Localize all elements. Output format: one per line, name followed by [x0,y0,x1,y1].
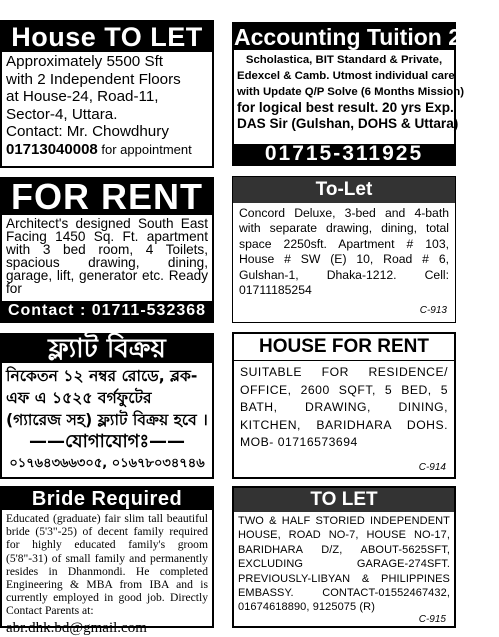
ad-line: for logical best result. 20 yrs Exp. [237,100,454,115]
ad-phone-line [6,141,208,159]
ad-accounting-tuition [232,22,499,166]
ad-line: Scholastica, BIT Standard & Private, [245,54,443,66]
ad-phone: 01715-311925 [234,144,454,164]
ad-body [2,363,212,477]
ad-to-let-baridhara [232,486,456,628]
ad-line: Contact: Mr. Chowdhury [6,123,169,141]
ad-body [2,52,212,160]
ad-body: Educated (graduate) fair slim tall beautiful bride (5'3"-25) of decent family required for highly educated family's groom (5'8"-31) of small family and permanently resides in Dhanmondi. He completed Engineering & MBA from IBA and is currently employed in good job. Directly Contact Parents at: [6,512,208,618]
ad-for-rent [0,177,214,323]
ad-to-let-concord [232,176,456,323]
ad-line: Approximately 5500 Sft [6,53,164,70]
ad-code: C-914 [418,462,446,473]
ad-body: Concord Deluxe, 3-bed and 4-bath with separate drawing, dining, total space 2250sft. Apartment # 103, House # SW (E) 10, Road # 6, Gulshan-1, Dhaka-1212. Cell: 01711185254 [239,206,449,298]
ad-phone-suffix: for appointment [101,141,192,157]
ad-body: Architect's designed South East Facing 1450 Sq. Ft. apartment with 3 bed room, 4 Toilets, spacious drawing, dining, garage, lift, generator etc. Ready for [6,216,208,296]
ad-title: Bride Required [2,488,212,510]
ad-contact-title: ——যোগাযোগঃ—— [28,431,186,452]
ad-phones: ০১৭৬৪৩৬৬৩০৫, ০১৬৭৮০৩৪৭৪৬ [9,456,205,471]
ad-bride-required [0,486,214,636]
ad-line: with Update Q/P Solve (6 Months Mission) [237,86,464,98]
ad-house-for-rent [232,332,456,479]
ad-contact: Contact : 01711-532368 [2,301,212,321]
ad-code: C-913 [419,305,447,316]
ad-text: নিকেতন ১২ নম্বর রোডে, ব্লক-এফ এ ১৫২৫ বর্গফুটের (গ্যারেজ সহ) ফ্ল্যাট বিক্রয় হবে । [6,367,208,429]
ad-title: House TO LET [2,22,212,52]
ad-body: TWO & HALF STORIED INDEPENDENT HOUSE, ROAD NO-7, HOUSE NO-17, BARIDHARA D/Z, ABOUT-5625SFT, EXCLUDING GARAGE-274SFT. PREVIOUSLY-LIBYAN & PHILIPPINES EMBASSY. CONTACT-01552467432, 01674618890, 9125075 (R) [238,515,450,614]
ad-title: ফ্ল্যাট বিক্রয় [2,335,212,363]
ad-body: SUITABLE FOR RESIDENCE/ OFFICE, 2600 SQFT, 5 BED, 5 BATH, DRAWING, DINING, KITCHEN, BARIDHARA DOHS. MOB- 01716573694 [240,365,448,450]
ad-line: with 2 Independent Floors [6,70,181,88]
ad-line: at House-24, Road-11, [6,88,159,106]
ad-flat-sale [0,333,214,479]
ad-line: DAS Sir (Gulshan, DOHS & Uttara) [237,116,459,131]
ad-code: C-915 [418,614,446,625]
ad-email: abr.dhk.bd@gmail.com [6,619,147,636]
ad-title: To-Let [233,177,455,203]
ad-line: Edexcel & Camb. Utmost individual care [237,70,455,82]
ad-house-to-let [0,20,214,168]
ad-line: Sector-4, Uttara. [6,105,118,123]
ad-title: TO LET [234,488,454,512]
ad-title: Accounting Tuition 2015 [234,24,499,50]
ad-body [234,50,464,134]
ad-phone: 01713040008 [6,140,98,158]
ad-title: FOR RENT [2,179,212,215]
ad-title: HOUSE FOR RENT [234,334,454,361]
